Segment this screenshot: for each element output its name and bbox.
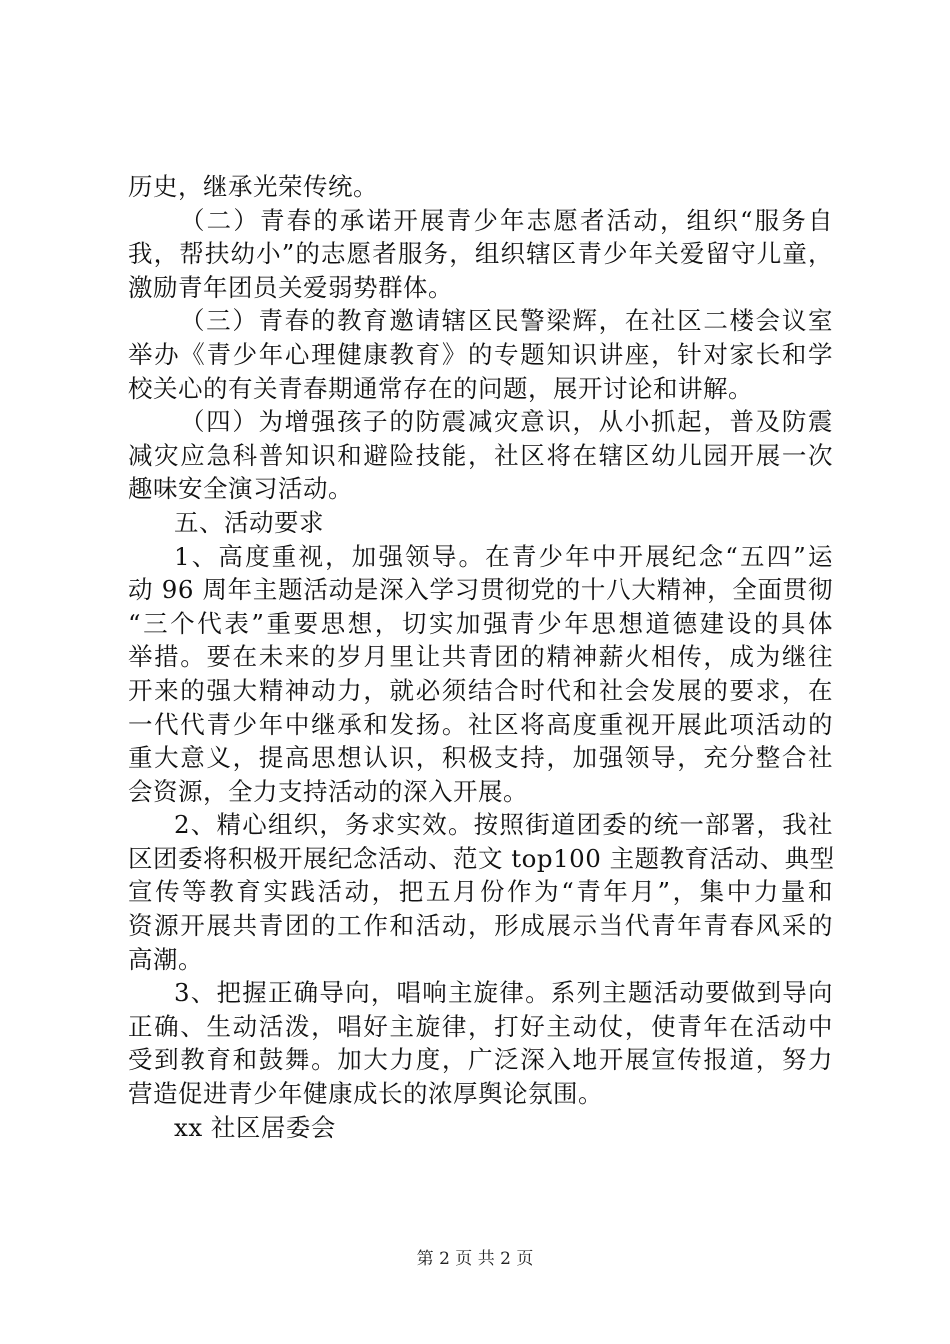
paragraph-line: 历史，继承光荣传统。: [128, 172, 378, 201]
paragraph-line: 营造促进青少年健康成长的浓厚舆论氛围。: [128, 1079, 603, 1109]
paragraph-line: （二）青春的承诺开展青少年志愿者活动，组织“服务自: [180, 205, 833, 235]
paragraph-line: 我，帮扶幼小”的志愿者服务，组织辖区青少年关爱留守儿童，: [128, 239, 833, 269]
paragraph-line: 动 96 周年主题活动是深入学习贯彻党的十八大精神，全面贯彻: [128, 575, 833, 605]
document-body: [128, 170, 833, 1144]
paragraph-line: （四）为增强孩子的防震减灾意识，从小抓起，普及防震: [180, 407, 833, 437]
paragraph-line: 受到教育和鼓舞。加大力度，广泛深入地开展宣传报道，努力: [128, 1045, 833, 1075]
paragraph-line: 激励青年团员关爱弱势群体。: [128, 272, 453, 302]
paragraph-line: 减灾应急科普知识和避险技能，社区将在辖区幼儿园开展一次: [128, 440, 833, 470]
paragraph-line: 3、把握正确导向，唱响主旋律。系列主题活动要做到导向: [174, 978, 833, 1008]
paragraph-line: 会资源，全力支持活动的深入开展。: [128, 776, 528, 806]
paragraph-line: 一代代青少年中继承和发扬。社区将高度重视开展此项活动的: [128, 709, 833, 739]
paragraph-line: 重大意义，提高思想认识，积极支持，加强领导，充分整合社: [128, 743, 833, 773]
paragraph-line: 宣传等教育实践活动，把五月份作为“青年月”，集中力量和: [128, 877, 833, 907]
paragraph-line: 正确、生动活泼，唱好主旋律，打好主动仗，使青年在活动中: [128, 1011, 833, 1041]
paragraph-line: 校关心的有关青春期通常存在的问题，展开讨论和讲解。: [128, 373, 753, 403]
paragraph-line: 高潮。: [128, 944, 203, 974]
paragraph-line: 举办《青少年心理健康教育》的专题知识讲座，针对家长和学: [128, 339, 833, 369]
paragraph-line: 1、高度重视，加强领导。在青少年中开展纪念“五四”运: [174, 541, 833, 571]
paragraph-line: 举措。要在未来的岁月里让共青团的精神薪火相传，成为继往: [128, 642, 833, 672]
paragraph-line: “三个代表”重要思想，切实加强青少年思想道德建设的具体: [128, 608, 833, 638]
signature-line: xx 社区居委会: [174, 1112, 336, 1142]
paragraph-line: 区团委将积极开展纪念活动、范文 top100 主题教育活动、典型: [128, 843, 835, 873]
paragraph-line: 2、精心组织，务求实效。按照街道团委的统一部署，我社: [174, 810, 833, 840]
page-footer: 第 2 页 共 2 页: [416, 1249, 534, 1269]
paragraph-line: 开来的强大精神动力，就必须结合时代和社会发展的要求，在: [128, 675, 833, 705]
paragraph-line: 趣味安全演习活动。: [128, 474, 353, 504]
paragraph-line: 资源开展共青团的工作和活动，形成展示当代青年青春风采的: [128, 911, 833, 941]
paragraph-line: （三）青春的教育邀请辖区民警梁辉，在社区二楼会议室: [180, 306, 833, 336]
section-heading: 五、活动要求: [174, 507, 324, 537]
